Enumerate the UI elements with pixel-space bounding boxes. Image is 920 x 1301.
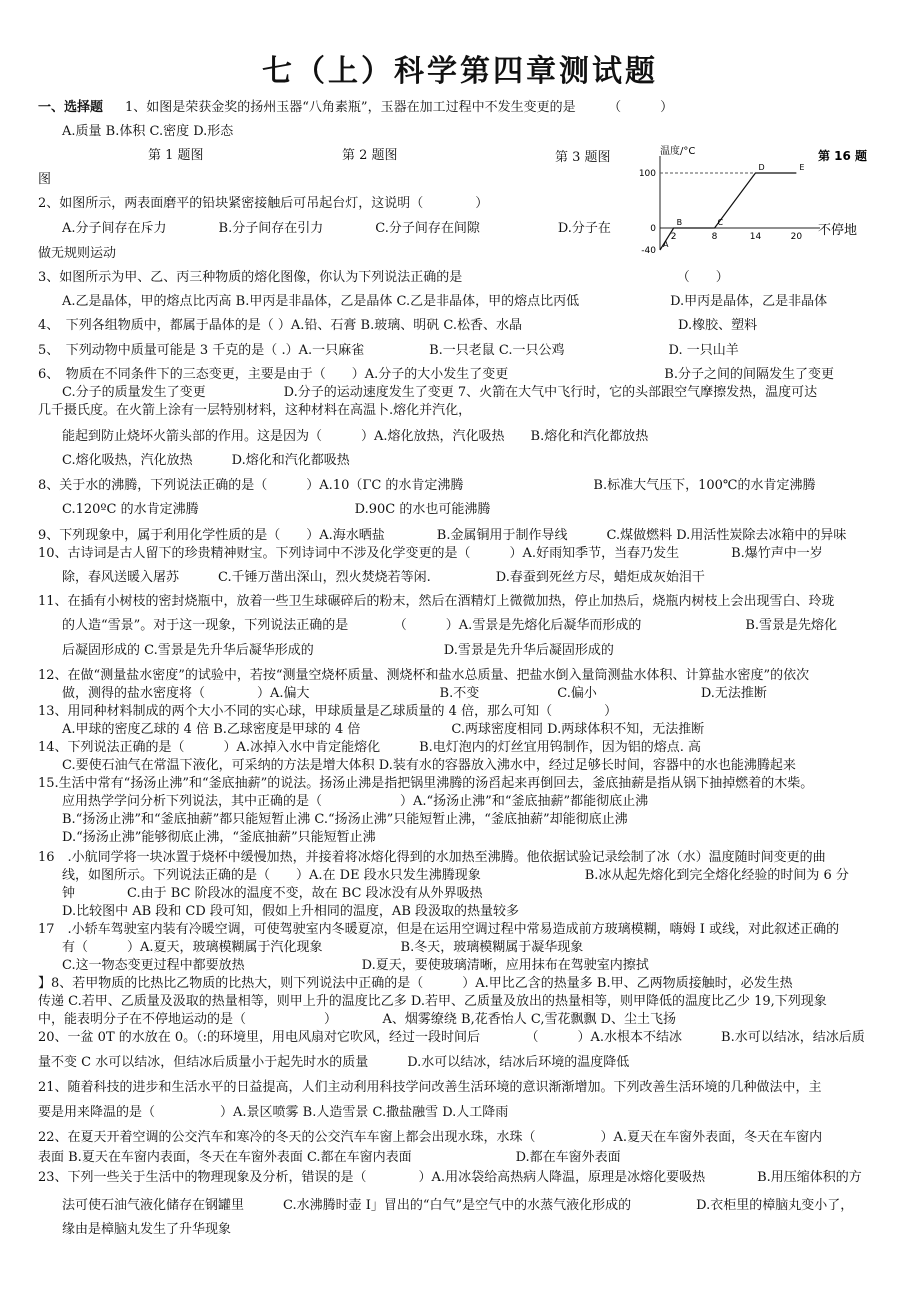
question-line: A.甲球的密度乙球的 4 倍 B.乙球密度是甲球的 4 倍 C.两球密度相同 D.两球体积不知，无法推断 (62, 722, 705, 737)
question-line: 14、下列说法正确的是（ ）A.冰掉入水中肯定能熔化 B.电灯泡内的灯丝宜用钨制作，因为铝的熔点. 高 (38, 740, 702, 755)
question-line: 钟 C.由于 BC 阶段冰的温度不变，故在 BC 段冰没有从外界吸热 (62, 886, 483, 901)
question-line: 量不变 C 水可以结冰，但结冰后质量小于起先时水的质量 D.水可以结冰，结冰后环境的温度降低 (38, 1055, 630, 1070)
figure-label: 第 2 题图 (342, 148, 398, 163)
question-line: 】8、若甲物质的比热比乙物质的比热大，则下列说法中正确的是（ ）A.甲比乙含的热量多 B.甲、乙两物质接触时，必发生热 (38, 976, 793, 991)
chart-x-tick-label: 2 (670, 232, 677, 242)
question-line: 缘由是樟脑丸发生了升华现象 (62, 1222, 232, 1237)
question-line: 能起到防止烧坏火箭头部的作用。这是因为（ ）A.熔化放热，汽化吸热 B.熔化和汽化都放热 (62, 429, 649, 444)
chart-point-label: E (799, 163, 805, 172)
question-line: 传递 C.若甲、乙质量及汲取的热量相等，则甲上升的温度比乙多 D.若甲、乙质量及放出的热量相等，则甲降低的温度比乙少 19,下列现象 (38, 994, 827, 1009)
question-line: 做无规则运动 (38, 246, 117, 261)
question-line: 12、在做“测量盐水密度”的试验中，若按“测量空烧杯质量、测烧杯和盐水总质量、把盐水倒入量筒测盐水体积、计算盐水密度”的依次 (38, 668, 810, 683)
question-line: C.这一物态变更过程中都要放热 D.夏天，要使玻璃清晰，应用抹布在驾驶室内擦拭 (62, 958, 649, 973)
question-line: 5、 下列动物中质量可能是 3 千克的是（ .）A.一只麻雀 B.一只老鼠 C.一只公鸡 D. 一只山羊 (38, 343, 739, 358)
question-line: 后凝固形成的 C.雪景是先升华后凝华形成的 D.雪景是先升华后凝固形成的 (62, 643, 614, 658)
chart-y-tick-label: -40 (641, 246, 656, 256)
question-line: 21、随着科技的进步和生活水平的日益提高，人们主动利用科技学问改善生活环境的意识渐渐增加。下列改善生活环境的几种做法中，主 (38, 1080, 822, 1095)
question-line: 4、 下列各组物质中，都属于晶体的是（ ）A.铅、石膏 B.玻璃、明矾 C.松香、水晶 D.橡胶、塑料 (38, 318, 758, 333)
question-line: 几千摄氏度。在火箭上涂有一层特别材料，这种材料在高温卜.熔化并汽化， (38, 403, 472, 418)
question-line: 法可使石油气液化储存在钢罐里 C.水沸腾时壶 I」冒出的“白气”是空气中的水蒸气液化形成的 D.衣柜里的樟脑丸变小了， (62, 1198, 854, 1213)
section-heading: 一、选择题 (38, 100, 104, 115)
question-line: 有（ ）A.夏天，玻璃模糊属于汽化现象 B.冬天，玻璃模糊属于凝华现象 (62, 940, 584, 955)
chart-x-tick-label: 14 (749, 232, 762, 242)
melting-curve-chart (630, 140, 900, 260)
question-line: 10、古诗词是古人留下的珍贵精神财宝。下列诗词中不涉及化学变更的是（ ）A.好雨知季节，当春乃发生 B.爆竹声中一岁 (38, 546, 823, 561)
question-line: 2、如图所示，两表面磨平的铅块紧密接触后可吊起台灯，这说明（ ） (38, 196, 489, 211)
chart-series-line (660, 173, 796, 250)
question-line: C.熔化吸热，汽化放热 D.熔化和汽化都吸热 (62, 453, 350, 468)
question-line: 的人造“雪景”。对于这一现象，下列说法正确的是 （ ）A.雪景是先熔化后凝华而形成的 B.雪景是先熔化 (62, 618, 837, 633)
question-line: 11、在插有小树枝的密封烧瓶中，放着一些卫生球碾碎后的粉末，然后在酒精灯上微微加热，停止加热后，烧瓶内树枝上会出现雪白、玲珑 (38, 594, 835, 609)
figure-label: 第 3 题图 (555, 150, 611, 165)
question-line: C.120ºC 的水肯定沸腾 D.90C 的水也可能沸腾 (62, 502, 491, 517)
chart-x-tick-label: 20 (790, 232, 803, 242)
chart-point-label: C (717, 218, 724, 227)
page-title: 七（上）科学第四章测试题 (262, 54, 658, 89)
question-line: D.“扬汤止沸”能够彻底止沸，“釜底抽薪”只能短暂止沸 (62, 830, 376, 845)
question-line: C.分子的质量发生了变更 D.分子的运动速度发生了变更 7、火箭在大气中飞行时，它的头部跟空气摩擦发热，温度可达 (62, 385, 818, 400)
question-line: 1、如图是荣获金奖的扬州玉器“八角素瓶”，玉器在加工过程中不发生变更的是 （ ） (125, 100, 674, 115)
question-line: 中，能表明分子在不停地运动的是（ ） A、烟雾缭绕 B,花香怡人 C,雪花飘飘 D、尘土飞扬 (38, 1012, 677, 1027)
question-line: 20、一盆 0T 的水放在 0。（:的环境里，用电风扇对它吹风，经过一段时间后 （ ）A.水根本不结冰 B.水可以结冰，结冰后质 (38, 1030, 865, 1045)
question-line: 16 .小航同学将一块冰置于烧杯中缓慢加热，并接着将冰熔化得到的水加热至沸腾。他依据试验记录绘制了冰（水）温度随时间变更的曲 (38, 850, 826, 865)
chart-point-labels (663, 163, 804, 249)
question-line: 线，如图所示。下列说法正确的是（ ）A.在 DE 段水只发生沸腾现象 B.冰从起先熔化到完全熔化经验的时间为 6 分 (62, 868, 849, 883)
chart-y-tick-label: 0 (650, 224, 656, 234)
question-line: 要是用来降温的是（ ）A.景区喷雾 B.人造雪景 C.撒盐融雪 D.人工降雨 (38, 1105, 509, 1120)
question-line: 图 (38, 172, 52, 187)
chart-point-label: A (663, 240, 669, 249)
question-line: A.分子间存在斥力 B.分子间存在引力 C.分子间存在间隙 D.分子在 (62, 221, 611, 236)
question-line: 17 .小轿车驾驶室内装有冷暖空调，可使驾驶室内冬暖夏凉，但是在运用空调过程中常易造成前方玻璃模糊，嗨姆 I 或线，对此叙述正确的 (38, 922, 840, 937)
chart-ylabel: 温度/°C (660, 146, 696, 157)
chart-series (660, 173, 796, 250)
question-line: 22、在夏天开着空调的公交汽车和寒冷的冬天的公交汽车车窗上都会出现水珠，水珠（ ）A.夏天在车窗外表面，冬天在车窗内 (38, 1130, 823, 1145)
question-line: 9、下列现象中，属于利用化学性质的是（ ）A.海水晒盐 B.金属铜用于制作导线 C.煤做燃料 D.用活性炭除去冰箱中的异味 (38, 528, 847, 543)
question-line: 做，测得的盐水密度将（ ）A.偏大 B.不变 C.偏小 D.无法推断 (62, 686, 767, 701)
chart-title: 第 16 题 (818, 149, 868, 163)
question-line: B.“扬汤止沸”和“釜底抽薪”都只能短暂止沸 C.“扬汤止沸”只能短暂止沸，“釜底抽薪”却能彻底止沸 (62, 812, 628, 827)
chart-y-tick-label: 100 (638, 169, 656, 179)
figure-label: 第 1 题图 (148, 148, 204, 163)
question-line: 表面 B.夏天在车窗内表面，冬天在车窗外表面 C.都在车窗内表面 D.都在车窗外表面 (38, 1150, 621, 1165)
question-line: 6、 物质在不同条件下的三态变更，主要是由于（ ）A.分子的大小发生了变更 B.分子之间的间隔发生了变更 (38, 367, 834, 382)
question-line: 23、下列一些关于生活中的物理现象及分析，错误的是（ ）A.用冰袋给高热病人降温，原理是冰熔化要吸热 B.用压缩体积的方 (38, 1170, 862, 1185)
question-line: 应用热学学问分析下列说法，其中正确的是（ ）A.“扬汤止沸”和“釜底抽薪”都能彻底止沸 (62, 794, 649, 809)
chart-x-tick-label: 8 (711, 232, 718, 242)
chart-point-label: B (676, 218, 683, 227)
chart-point-label: D (758, 163, 765, 172)
question-line: D.比较图中 AB 段和 CD 段可知，假如上升相同的温度，AB 段汲取的热量较多 (62, 904, 520, 919)
question-line: A.乙是晶体，甲的熔点比丙高 B.甲丙是非晶体，乙是晶体 C.乙是非晶体，甲的熔点比丙低 D.甲丙是晶体，乙是非晶体 (62, 294, 828, 309)
question-line: C.要使石油气在常温下液化，可采纳的方法是增大体积 D.装有水的容器放入沸水中，经过足够长时间，容器中的水也能沸腾起来 (62, 758, 796, 773)
question-line: 15.生活中常有“扬汤止沸”和“釜底抽薪”的说法。扬汤止沸是指把锅里沸腾的汤舀起来再倒回去，釜底抽薪是指从锅下抽掉燃着的木柴。 (38, 776, 814, 791)
question-line: 3、如图所示为甲、乙、丙三种物质的熔化图像，你认为下列说法正确的是 （ ） (38, 270, 729, 285)
question-line: 13、用同种材料制成的两个大小不同的实心球，甲球质量是乙球质量的 4 倍，那么可知（ ） (38, 704, 618, 719)
chart-side-text: 不停地 (818, 223, 858, 238)
question-line: 8、关于水的沸腾，下列说法正确的是（ ）A.10（ΓC 的水肯定沸腾 B.标准大气压下，100℃的水肯定沸腾 (38, 478, 816, 493)
question-line: 除，春风送暖入屠苏 C.千锤万凿出深山，烈火焚烧若等闲. D.春蚕到死丝方尽，蜡炬成灰始泪干 (62, 570, 705, 585)
question-line: A.质量 B.体积 C.密度 D.形态 (62, 124, 234, 139)
